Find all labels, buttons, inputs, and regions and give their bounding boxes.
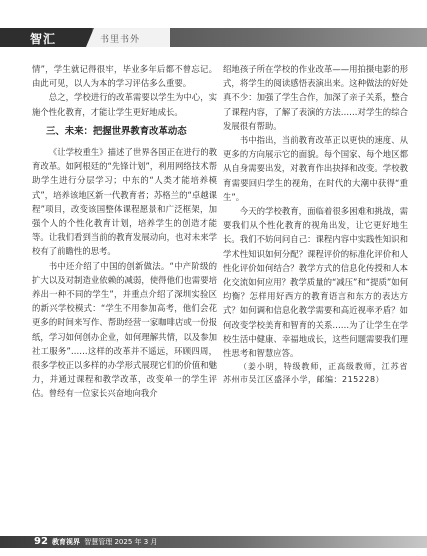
journal-issue: 智慧管理 2025 年 3 月 [84, 538, 158, 546]
section-name: 智汇 [30, 32, 57, 46]
journal-logo: 教育视界 [52, 538, 80, 546]
right-column [223, 62, 408, 386]
paragraph: 绍地孩子所在学校的作业改革——用拍摄电影的形式，将学生的阅读感悟表演出来。这种做法的好处真不少：加强了学生合作，加深了亲子关系，整合了课程内容，了解了表演的方法……对学生的综合发展很有帮助。 [223, 64, 408, 131]
section-heading: 三、未来：把握世界教育改革动态 [46, 125, 187, 137]
page-footer [0, 528, 427, 556]
paragraph: 书中还介绍了中国的创新做法。“中产阶级的扩大以及对制造业依赖的减弱，使得他们也需要培养出一种不同的学生”，并重点介绍了深圳实验区的新兴学校模式：“学生不用参加高考，他们会花更多的时间来写作、帮助经营一家咖啡店或一份报纸，学习如何创办企业，如何理解共情，以及参加社工服务”……这样的改革并不遥远，环顾四周，很多学校正以多样的办学形式展现它们的价值和魅力，并通过课程和教学改革，改变单一的学生评估。曾经有一位家长兴奋地向我介 [32, 260, 217, 399]
page-number: 92 [34, 536, 48, 547]
left-column [32, 62, 217, 401]
paragraph: 书中指出，当前教育改革正以更快的速度、从更多的方向展示它的面貌。每个国家、每个地区都从自身需要出发，对教育作出抉择和改变。学校教育需要回归学生的视角，在时代的大潮中获得“重生”。 [223, 135, 408, 202]
paragraph: 总之，学校进行的改革需要以学生为中心，实施个性化教育，才能让学生更好地成长。 [32, 92, 217, 117]
subsection-name: 书里书外 [100, 35, 141, 45]
paragraph: 情”，学生就记得很牢，毕业多年后都不曾忘记。由此可见，以人为本的学习评估多么重要。 [32, 64, 217, 89]
journal-info [52, 537, 157, 547]
page-header [0, 0, 427, 62]
author-note: （姜小明，特级教师，正高级教师，江苏省苏州市吴江区盛泽小学，邮编：215228） [223, 362, 408, 385]
paragraph: 今天的学校教育，面临着很多困难和挑战，需要我们从个性化教育的视角出发，让它更好地生长。我们不妨问问自己：课程内容中实践性知识和学术性知识如何分配？课程评价的标准化评价和人性化评价如何结合？教学方式的信息化传授和人本化交流如何应用？教学质量的“减压”和“提质”如何均衡？怎样用好西方的教育语言和东方的表达方式？如何调和信息化教学需要和高近视率矛盾？如何改变学校美育和智育的关系……为了让学生在学校生活中健康、幸福地成长，这些问题需要我们理性思考和智慧应答。 [223, 206, 408, 359]
paragraph: 《让学校重生》描述了世界各国正在进行的教育改革。如阿根廷的“先锋计划”，利用网络技术帮助学生进行分层学习；中东的“人类才能培养模式”，培养该地区新一代教育者；苏格兰的“卓越课程”项目，改变该国整体课程愿景和广泛框架，加强个人的个性化教育计划，培养学生的创造才能等。让我们看到当前的教育发展动向，也对未来学校有了前瞻性的思考。 [32, 147, 217, 257]
